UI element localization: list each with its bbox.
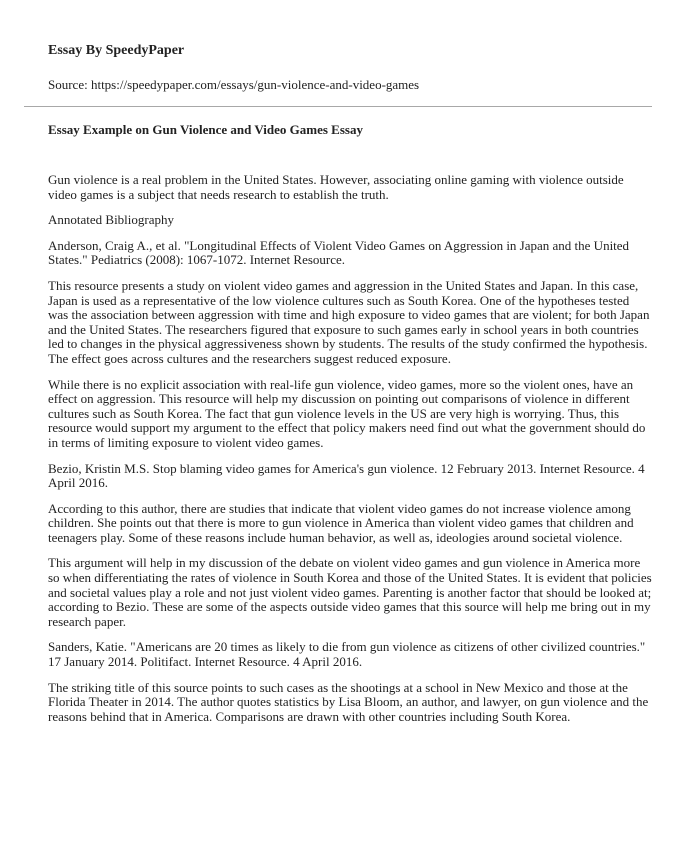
paragraph-intro: Gun violence is a real problem in the United States. However, associating online gaming with violence outside video games is a subject that needs research to establish the truth. bbox=[48, 172, 624, 202]
paragraph-heading: Annotated Bibliography bbox=[48, 212, 175, 228]
paragraph-summary-sanders: The striking title of this source points to such cases as the shootings at a school in New Mexico and those at the Florida Theater in 2014. The author quotes statistics by Lisa Bloom, an author, and lawyer, on gun violence and the reasons behind that in America. Comparisons are drawn with other countries including South Korea. bbox=[48, 679, 649, 724]
header-divider bbox=[24, 106, 652, 107]
essay-title: Essay Example on Gun Violence and Video Games Essay bbox=[48, 122, 363, 137]
source-line: Source: https://speedypaper.com/essays/gun-violence-and-video-games bbox=[48, 77, 420, 92]
paragraph-citation-anderson: Anderson, Craig A., et al. "Longitudinal Effects of Violent Video Games on Aggression in Japan and the United States." Pediatrics (2008): 1067-1072. Internet Resource. bbox=[48, 237, 630, 268]
paragraph-summary-bezio: According to this author, there are studies that indicate that violent video games do not increase violence among children. She points out that there is more to gun violence in America than violent video games that children and teenagers play. Some of these reasons include human behavior, as well as, ideologies around societal violence. bbox=[48, 500, 634, 545]
paragraph-summary-anderson: This resource presents a study on violent video games and aggression in the United States and Japan. In this case, Japan is used as a representative of the low violence cultures such as South Korea. One of the hypotheses tested was the association between aggression with time and high exposure to video games that are violent; for both Japan and the United States. The researchers figured that exposure to such games early in school years in both countries led to changes in the physical aggressiveness shown by students. The results of the study confirmed the hypothesis. The effect goes across cultures and the researchers suggest reduced exposure. bbox=[48, 277, 650, 366]
brand-title: Essay By SpeedyPaper bbox=[48, 43, 185, 58]
paragraph-analysis-bezio: This argument will help in my discussion of the debate on violent video games and gun violence in America more so when differentiating the rates of violence in South Korea and those of the United States. It is evident that policies and societal values play a role and not just violent video games. Parenting is another factor that should be looked at; according to Bezio. These are some of the aspects outside video games that this source will help me bring out in my research paper. bbox=[48, 555, 652, 629]
paragraph-analysis-anderson: While there is no explicit association with real-life gun violence, video games, more so the violent ones, have an effect on aggression. This resource will help my discussion on pointing out comparisons of violence in different cultures such as South Korea. The fact that gun violence levels in the US are very high is worrying. Thus, this resource would support my argument to the effect that policy makers need find out what the government should do in terms of limiting exposure to violent video games. bbox=[48, 376, 646, 450]
paragraph-citation-sanders: Sanders, Katie. "Americans are 20 times as likely to die from gun violence as citizens of other civilized countries." 17 January 2014. Politifact. Internet Resource. 4 April 2016. bbox=[48, 639, 646, 670]
paragraph-citation-bezio: Bezio, Kristin M.S. Stop blaming video games for America's gun violence. 12 February 2013. Internet Resource. 4 April 2016. bbox=[48, 460, 645, 491]
essay-body bbox=[48, 173, 652, 724]
